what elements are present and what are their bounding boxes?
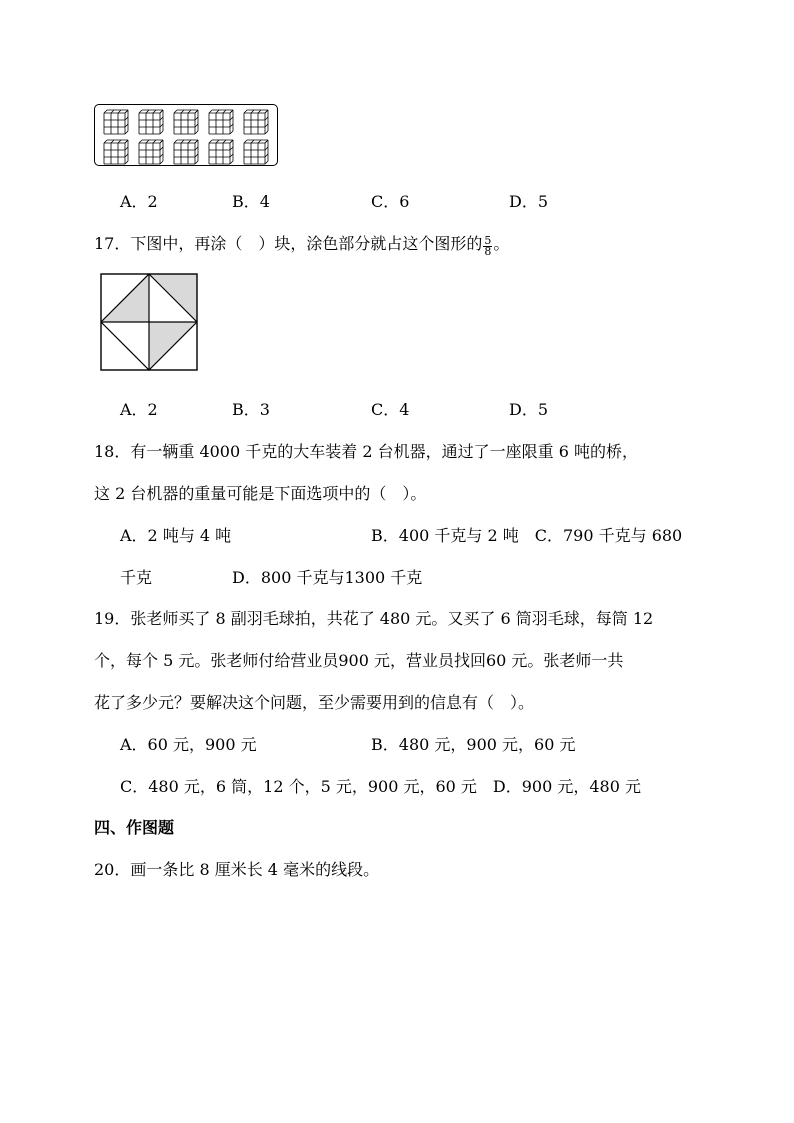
cube-2 <box>139 110 163 134</box>
q18-stem-line1: 18．有一辆重 4000 千克的大车装着 2 台机器，通过了一座限重 6 吨的桥， <box>94 442 638 461</box>
q17-option-c[interactable]: C．4 <box>371 400 410 419</box>
cube-6 <box>104 140 128 164</box>
cube-10 <box>244 140 268 164</box>
q19-option-c-d[interactable]: C．480 元，6 筒，12 个，5 元，900 元，60 元 D．900 元，480 元 <box>120 777 641 796</box>
q17-stem-text: 17．下图中，再涂（ ）块，涂色部分就占这个图形的 <box>94 234 483 253</box>
q18-option-a[interactable]: A．2 吨与 4 吨 <box>120 526 232 545</box>
q16-option-c[interactable]: C．6 <box>371 192 410 211</box>
cube-9 <box>209 140 233 164</box>
q18-option-b-c[interactable]: B．400 千克与 2 吨 C．790 千克与 680 <box>371 526 683 545</box>
cube-8 <box>174 140 198 164</box>
q17-stem <box>94 231 509 257</box>
q19-option-b[interactable]: B．480 元，900 元，60 元 <box>371 735 576 754</box>
q16-option-b[interactable]: B．4 <box>232 192 270 211</box>
q17-fraction-denominator: 8 <box>484 245 492 258</box>
q17-stem-end: 。 <box>493 234 510 253</box>
q17-square-figure <box>100 273 198 371</box>
cube-1 <box>104 110 128 134</box>
cube-3 <box>174 110 198 134</box>
q16-option-a[interactable]: A．2 <box>120 192 158 211</box>
q19-option-a[interactable]: A．60 元，900 元 <box>120 735 257 754</box>
q19-stem-line1: 19．张老师买了 8 副羽毛球拍，共花了 480 元。又买了 6 筒羽毛球，每筒 12 <box>94 609 654 628</box>
q17-fraction <box>483 236 492 257</box>
cube-4 <box>209 110 233 134</box>
q18-stem-line2: 这 2 台机器的重量可能是下面选项中的（ ）。 <box>94 484 427 503</box>
q17-fraction-numerator: 5 <box>484 234 492 247</box>
q20-stem: 20．画一条比 8 厘米长 4 毫米的线段。 <box>94 860 380 879</box>
section-heading: 四、作图题 <box>94 818 175 837</box>
cubes-drawing <box>95 105 279 167</box>
q18-option-c-continued[interactable]: 千克 <box>120 568 153 587</box>
q19-stem-line3: 花了多少元？要解决这个问题，至少需要用到的信息有（ ）。 <box>94 693 535 712</box>
q17-option-a[interactable]: A．2 <box>120 400 158 419</box>
q18-option-d[interactable]: D．800 千克与1300 千克 <box>232 568 423 587</box>
cubes-figure <box>94 104 278 166</box>
cube-5 <box>244 110 268 134</box>
q17-option-b[interactable]: B．3 <box>232 400 270 419</box>
q17-option-d[interactable]: D．5 <box>509 400 549 419</box>
cube-7 <box>139 140 163 164</box>
q19-stem-line2: 个，每个 5 元。张老师付给营业员900 元，营业员找回60 元。张老师一共 <box>94 651 624 670</box>
q16-option-d[interactable]: D．5 <box>509 192 549 211</box>
